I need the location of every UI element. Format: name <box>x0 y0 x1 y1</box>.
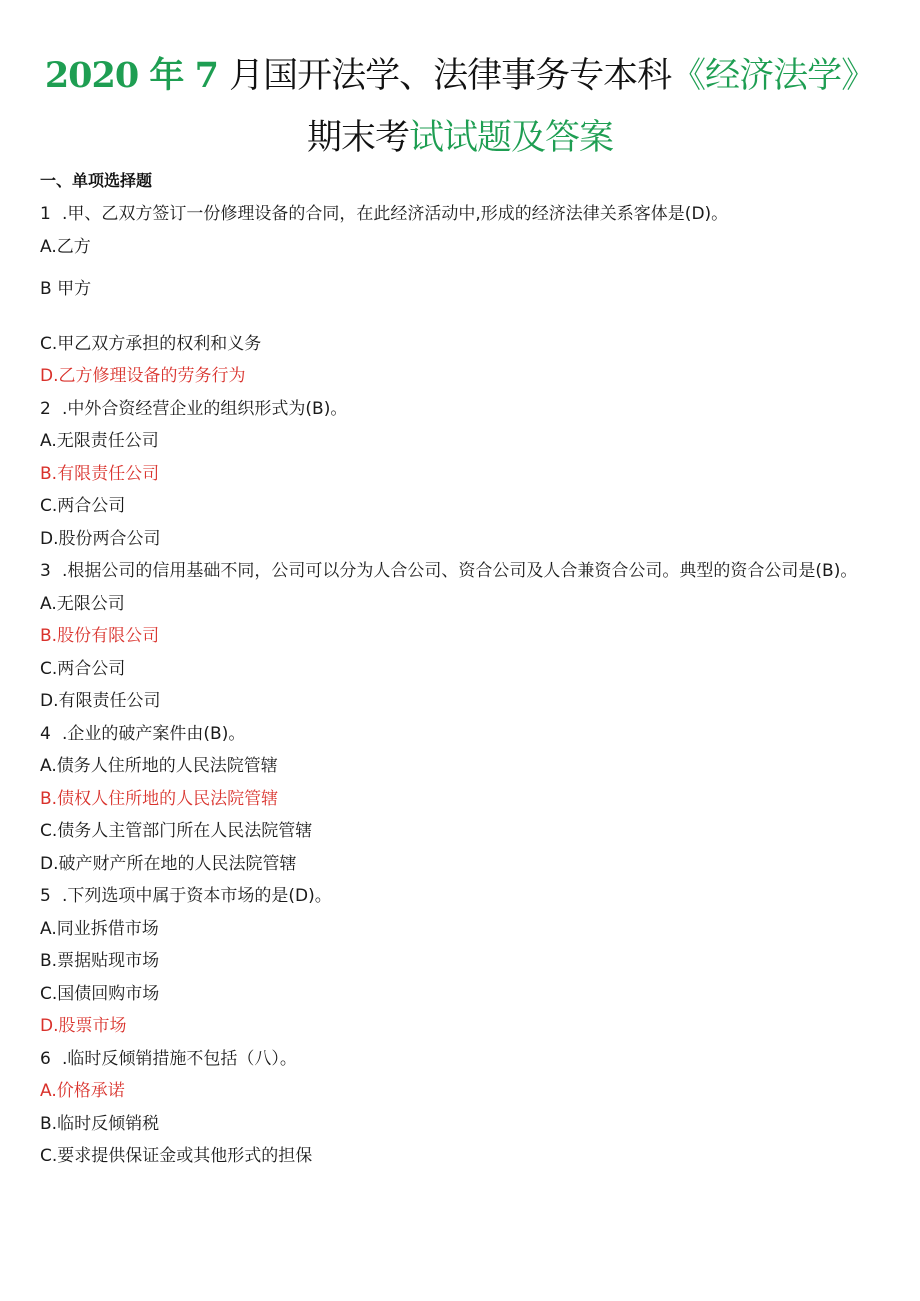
question-5-option-b: B.票据贴现市场 <box>40 951 160 971</box>
question-number: 5 <box>40 886 51 906</box>
question-number: 2 <box>40 398 51 419</box>
question-number: 4 <box>40 723 51 744</box>
question-2-option-c: C.两合公司 <box>40 496 126 516</box>
question-4-option-a: A.债务人住所地的人民法院管辖 <box>40 756 278 776</box>
question-5-stem <box>40 880 880 913</box>
question-4-option-c: C.债务人主管部门所在人民法院管辖 <box>40 821 313 841</box>
question-text: .中外合资经营企业的组织形式为(B)。 <box>62 398 348 419</box>
question-5-option-a: A.同业拆借市场 <box>40 918 159 939</box>
question-3-option-c: C.两合公司 <box>40 658 126 679</box>
question-3-option-a: A.无限公司 <box>40 593 125 614</box>
question-number: 3 <box>40 561 51 581</box>
question-4-stem <box>40 718 880 751</box>
question-6-option-c: C.要求提供保证金或其他形式的担保 <box>40 1146 313 1166</box>
question-text: .临时反倾销措施不包括（八）。 <box>62 1048 297 1069</box>
question-6-option-b: B.临时反倾销税 <box>40 1113 160 1134</box>
title-answers: 试试题及答案 <box>409 118 614 158</box>
question-1-option-b: B 甲方 <box>40 279 92 299</box>
question-text: .企业的破产案件由(B)。 <box>62 723 246 744</box>
question-2-option-d: D.股份两合公司 <box>40 528 161 549</box>
question-1-stem <box>40 198 880 231</box>
question-1-option-c: C.甲乙双方承担的权利和义务 <box>40 333 262 354</box>
spacer <box>40 263 880 273</box>
question-number: 6 <box>40 1048 51 1069</box>
question-3-option-d: D.有限责任公司 <box>40 691 161 711</box>
question-2-option-b-answer: B.有限责任公司 <box>40 463 160 484</box>
title-exam: 期末考 <box>306 118 409 158</box>
question-5-option-d-answer: D.股票市场 <box>40 1016 127 1036</box>
question-2-option-a: A.无限责任公司 <box>40 431 159 451</box>
question-5-option-c: C.国债回购市场 <box>40 983 160 1004</box>
question-4-option-d: D.破产财产所在地的人民法院管辖 <box>40 853 297 874</box>
spacer <box>40 306 880 328</box>
question-text: .下列选项中属于资本市场的是(D)。 <box>62 886 332 906</box>
section-heading: 一、单项选择题 <box>40 171 153 190</box>
question-6-stem <box>40 1043 880 1076</box>
document-title-line-2 <box>0 114 920 162</box>
question-3-option-b-answer: B.股份有限公司 <box>40 626 160 646</box>
question-number: 1 <box>40 204 51 224</box>
title-course: 《经济法学》 <box>671 56 876 96</box>
question-text: .根据公司的信用基础不同，公司可以分为人合公司、资合公司及人合兼资合公司。典型的资合公司是(B)。 <box>62 561 858 581</box>
question-1-option-a: A.乙方 <box>40 236 91 257</box>
question-6-option-a-answer: A.价格承诺 <box>40 1081 125 1101</box>
question-1-option-d-answer: D.乙方修理设备的劳务行为 <box>40 366 246 386</box>
document-title-line-1 <box>0 52 920 100</box>
title-subject: 月国开法学、法律事务专本科 <box>229 56 672 96</box>
question-2-stem <box>40 393 880 426</box>
question-3-stem <box>40 555 880 588</box>
title-year-month: 2020 年 7 <box>44 55 230 96</box>
question-text: .甲、乙双方签订一份修理设备的合同，在此经济活动中,形成的经济法律关系客体是(D)。 <box>62 204 729 224</box>
question-4-option-b-answer: B.债权人住所地的人民法院管辖 <box>40 788 279 809</box>
document-body <box>40 168 880 1173</box>
